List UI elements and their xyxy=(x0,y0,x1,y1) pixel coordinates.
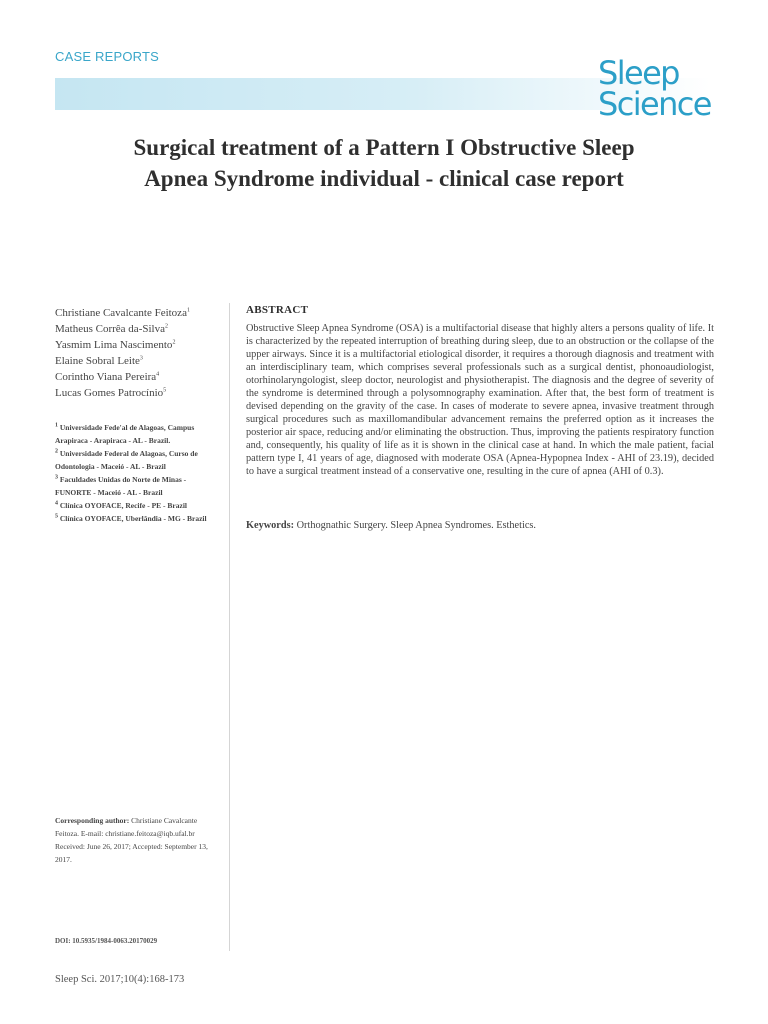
logo-line-2: Science xyxy=(598,85,711,123)
journal-logo xyxy=(598,54,718,123)
corresponding-text: Christiane Cavalcante Feitoza. E-mail: christiane.feitoza@iqb.ufal.br xyxy=(55,816,198,838)
affiliation: $^5$ Clínica OYOFACE, Uberlândia - MG - Brazil xyxy=(55,513,207,523)
author: Elaine Sobral Leite$^3$ xyxy=(55,355,143,367)
citation: Sleep Sci. 2017;10(4):168-173 xyxy=(55,974,185,985)
affiliation: $^3$ Faculdades Unidas do Norte de Minas - FUNORTE - Maceió - AL - Brazil xyxy=(55,474,187,497)
author: Corintho Viana Pereira$^4$ xyxy=(55,371,160,383)
corresponding-label: Corresponding author: xyxy=(55,816,130,825)
affiliation-list xyxy=(55,421,215,525)
column-divider xyxy=(229,303,230,951)
affiliation: $^1$ Universidade Fede'al de Alagoas, Campus Arapiraca - Arapiraca - AL - Brazil. xyxy=(55,422,195,445)
section-label: CASE REPORTS xyxy=(55,49,160,64)
author-list xyxy=(55,305,225,401)
article-title: Surgical treatment of a Pattern I Obstructive Sleep Apnea Syndrome individual - clinical case report xyxy=(133,135,635,191)
keywords-text: Orthognathic Surgery. Sleep Apnea Syndromes. Esthetics. xyxy=(296,520,536,531)
author: Lucas Gomes Patrocínio$^5$ xyxy=(55,387,167,399)
author: Matheus Corrêa da-Silva$^2$ xyxy=(55,323,168,335)
author: Christiane Cavalcante Feitoza$^1$ xyxy=(55,307,190,319)
keywords-label: Keywords: xyxy=(246,520,295,531)
logo-line-1: Sleep xyxy=(598,54,679,92)
corresponding-author xyxy=(55,814,215,866)
doi[interactable]: DOI: 10.5935/1984-0063.20170029 xyxy=(55,937,158,945)
affiliation: $^4$ Clínica OYOFACE, Recife - PE - Brazil xyxy=(55,500,188,510)
abstract-body: Obstructive Sleep Apnea Syndrome (OSA) is a multifactorial disease that highly alters a persons quality of life. It is characterized by the repeated interruption of breathing during sleep, due to an obstruction or the collapse of the upper airways. Since it is a multifactorial etiological disorder, it requires a thorough diagnosis and treatment with an interdisciplinary team, which comprises several professionals such as a surgical dentist, phonoaudiologist, otorhinolaryngologist, sleep doctor, neurologist and physiotherapist. The diagnosis and the degree of severity of the syndrome is determined through a polysomnography examination. After that, the best form of treatment is devised depending on the gravity of the case. In cases of moderate to severe apnea, invasive treatment through surgical procedures such as maxillomandibular advancement remains the preferred option as it increases the posterior air space, reducing and/or eliminating the obstruction. Thus, improving the patients respiratory function and, consequently, his quality of life as it is shown in the clinical case at hand. In which the male patient, facial pattern type I, 41 years of age, diagnosed with moderate OSA (Apnea-Hypopnea Index - AHI of 23.19), decided to have a surgical treatment instead of a conservative one, resulting in the cure of apnea (AHI of 0.3). xyxy=(246,323,714,477)
received-dates: Received: June 26, 2017; Accepted: September 13, 2017. xyxy=(55,842,208,864)
author: Yasmim Lima Nascimento$^2$ xyxy=(55,339,176,351)
affiliation: $^2$ Universidade Federal de Alagoas, Curso de Odontologia - Maceió - AL - Brazil xyxy=(55,448,198,471)
keywords xyxy=(246,520,714,531)
abstract-heading: ABSTRACT xyxy=(246,304,309,316)
